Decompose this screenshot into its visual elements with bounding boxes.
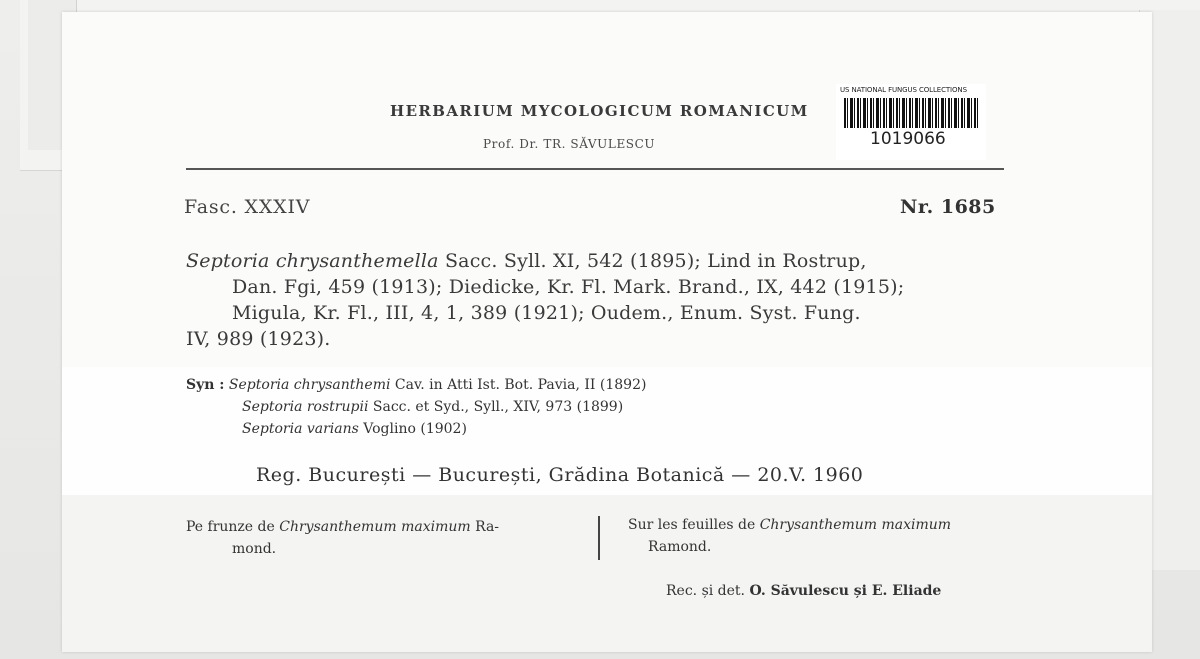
host-line: mond.: [232, 541, 277, 557]
host-text: Sur les feuilles de: [628, 517, 756, 533]
synonym-item: [186, 418, 646, 440]
citation-line: Dan. Fgi, 459 (1913); Diedicke, Kr. Fl. Mark. Brand., IX, 442 (1915);: [232, 276, 905, 298]
synonyms-block: [186, 374, 646, 440]
fascicle-label: Fasc. XXXIV: [184, 196, 311, 218]
specimen-number: Nr. 1685: [900, 196, 996, 218]
host-line: [628, 514, 1028, 536]
herbarium-title: HERBARIUM MYCOLOGICUM ROMANICUM: [390, 102, 809, 120]
host-text: Ra-: [475, 519, 500, 535]
synonym-name: Septoria chrysanthemi: [228, 377, 391, 393]
collection-locality: Reg. București — București, Grădina Botanică — 20.V. 1960: [256, 464, 864, 486]
host-species: Chrysanthemum maximum: [759, 517, 952, 533]
synonym-name: Septoria rostrupii: [242, 399, 369, 415]
taxon-citation: [186, 248, 1010, 352]
synonym-item: [186, 396, 646, 418]
barcode-icon: [844, 98, 978, 128]
species-name: Septoria chrysanthemella: [186, 250, 439, 272]
citation-text: Sacc. Syll. XI, 542 (1895); Lind in Rostrup,: [444, 250, 867, 272]
citation-line: [186, 248, 1010, 274]
herbarium-curator: Prof. Dr. TR. SĂVULESCU: [483, 137, 656, 151]
synonym-ref: Cav. in Atti Ist. Bot. Pavia, II (1892): [394, 377, 647, 393]
barcode-sticker: [836, 84, 986, 160]
synonym-ref: Voglino (1902): [363, 421, 467, 437]
host-line: [186, 516, 576, 538]
synonym-ref: Sacc. et Syd., Syll., XIV, 973 (1899): [372, 399, 624, 415]
collectors-names: O. Săvulescu și E. Eliade: [749, 583, 942, 599]
synonym-name: Septoria varians: [242, 421, 359, 437]
barcode-caption: US NATIONAL FUNGUS COLLECTIONS: [840, 86, 967, 94]
host-text: Pe frunze de: [186, 519, 275, 535]
header-divider: [186, 168, 1004, 170]
host-species: Chrysanthemum maximum: [279, 519, 471, 535]
column-divider: [598, 516, 600, 560]
citation-line: IV, 989 (1923).: [186, 328, 331, 350]
synonym-item: [186, 374, 646, 396]
host-line: Ramond.: [648, 539, 712, 555]
collectors-line: [666, 583, 941, 599]
host-romanian: [186, 516, 576, 560]
host-french: [628, 514, 1028, 558]
synonyms-label: Syn :: [186, 377, 225, 393]
collectors-prefix: Rec. și det.: [666, 583, 746, 599]
citation-line: Migula, Kr. Fl., III, 4, 1, 389 (1921); Oudem., Enum. Syst. Fung.: [232, 302, 861, 324]
barcode-number: 1019066: [870, 129, 946, 149]
